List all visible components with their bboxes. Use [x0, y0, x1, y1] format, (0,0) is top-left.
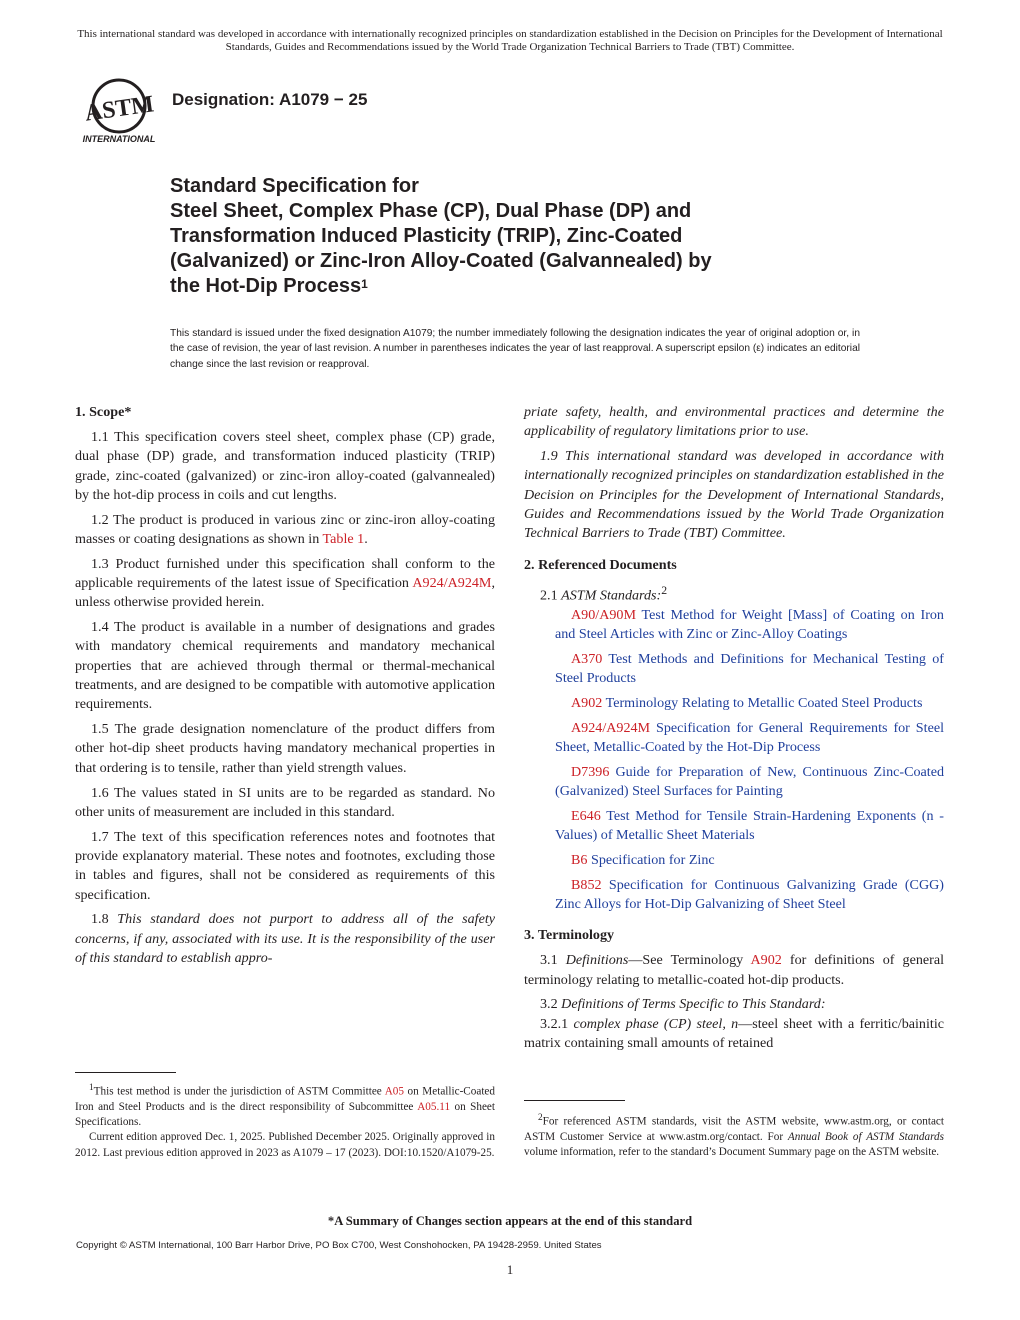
title-line: (Galvanized) or Zinc-Iron Alloy-Coated (Galvannealed) by — [170, 250, 712, 272]
title-line: Steel Sheet, Complex Phase (CP), Dual Phase (DP) and — [170, 200, 692, 222]
section-heading-referenced-documents: 2. Referenced Documents — [524, 556, 677, 573]
title-line: Standard Specification for — [170, 175, 419, 197]
reference-code[interactable]: B852 — [571, 876, 602, 893]
reference-code[interactable]: B6 — [571, 851, 588, 868]
paragraph-1-7: 1.7 The text of this specification references notes and footnotes that provide explanatory material. These notes and footnotes, excluding those in tables and figures, shall not be considered as requirements of this specification. — [75, 828, 495, 903]
reference-title[interactable]: Specification for Continuous Galvanizing Grade (CGG) Zinc Alloys for Hot-Dip Galvanizing of Sheet Steel — [555, 876, 944, 912]
footnote-2: $^2$For referenced ASTM standards, visit the ASTM website, www.astm.org, or contact ASTM Customer Service at www.astm.org/contact. For Annual Book of ASTM Standards volume information, refer to the standard’s Document Summary page on the ASTM website. — [524, 1113, 944, 1159]
footnote-1: $^1$This test method is under the jurisdiction of ASTM Committee A05 on Metallic-Coated Iron and Steel Products and is the direct responsibility of Subcommittee A05.11 on Sheet Specifications. Current edition approved Dec. 1, 2025. Published December 2025. Originally approved in 2012. Last previous edition approved in 2023 as A1079 – 17 (2023). DOI:10.1520/A1079-25. — [75, 1083, 495, 1159]
title-line: Transformation Induced Plasticity (TRIP), Zinc-Coated — [170, 225, 683, 247]
paragraph-1-2: 1.2 The product is produced in various zinc or zinc-iron alloy-coating masses or coating designations as shown in Table 1. — [75, 511, 495, 547]
paragraph-1-5: 1.5 The grade designation nomenclature of the product differs from other hot-dip sheet products having mandatory mechanical properties in that ordering is to tensile, rather than yield strength values. — [75, 721, 495, 776]
footnote-rule — [75, 1072, 176, 1073]
reference-code[interactable]: D7396 — [571, 763, 610, 780]
reference-item[interactable] — [524, 807, 944, 846]
page-number: 1 — [506, 1262, 514, 1277]
reference-item[interactable] — [524, 650, 944, 689]
reference-title[interactable]: Test Method for Weight [Mass] of Coating on Iron and Steel Articles with Zinc or Zinc-Alloy Coatings — [555, 606, 944, 642]
paragraph-1-8: 1.8 This standard does not purport to address all of the safety concerns, if any, associated with its use. It is the responsibility of the user of this standard to establish appro- — [75, 911, 496, 966]
reference-item[interactable] — [524, 606, 944, 645]
reference-title[interactable]: Specification for Zinc — [590, 851, 715, 868]
reference-code[interactable]: A924/A924M — [571, 719, 651, 736]
reference-title[interactable]: Test Methods and Definitions for Mechanical Testing of Steel Products — [555, 650, 944, 686]
reference-item[interactable] — [524, 763, 944, 802]
reference-code[interactable]: E646 — [571, 807, 601, 824]
reference-code[interactable]: A90/A90M — [571, 606, 636, 623]
left-column — [75, 403, 495, 974]
copyright: Copyright © ASTM International, 100 Barr Harbor Drive, PO Box C700, West Conshohocken, PA 19428-2959. United States — [76, 1240, 602, 1251]
reference-item[interactable] — [524, 719, 944, 758]
a902-link[interactable]: A902 — [750, 952, 782, 969]
paragraph-3-2: 3.2 Definitions of Terms Specific to This Standard: — [540, 996, 826, 1013]
paragraph-1-6: 1.6 The values stated in SI units are to be regarded as standard. No other units of measurement are included in this standard. — [75, 784, 495, 820]
table-1-link[interactable]: Table 1 — [322, 530, 365, 547]
section-heading-scope: 1. Scope* — [75, 404, 132, 420]
a924-link[interactable]: A924/A924M — [412, 575, 492, 592]
reference-title[interactable]: Specification for General Requirements for Steel Sheet, Metallic-Coated by the Hot-Dip Process — [555, 719, 944, 755]
paragraph-2-1: 2.1 ASTM Standards:$^2$ — [540, 583, 668, 604]
paragraph-1-9: 1.9 This international standard was developed in accordance with internationally recognized principles on standardization established in the Decision on Principles for the Development of International Standards, Guides and Recommendations issued by the World Trade Organization Technical Barriers to Trade (TBT) Committee. — [524, 448, 944, 542]
section-heading-terminology: 3. Terminology — [524, 927, 615, 944]
summary-of-changes-note: *A Summary of Changes section appears at the end of this standard — [327, 1214, 693, 1228]
paragraph-3-2-1: 3.2.1 complex phase (CP) steel, n—steel sheet with a ferritic/bainitic matrix containing small amounts of retained — [524, 1015, 944, 1051]
reference-item[interactable] — [524, 876, 944, 915]
reference-list — [524, 606, 944, 915]
paragraph-1-1: 1.1 This specification covers steel sheet, complex phase (CP) grade, dual phase (DP) grade, and transformation induced plasticity (TRIP) grade, zinc-coated (galvanized) or zinc-iron alloy-coated (galvannealed) by the hot-dip process in coils and cut lengths. — [75, 429, 495, 503]
designation: Designation: A1079 − 25 — [172, 90, 368, 109]
a05-link[interactable]: A05 — [384, 1085, 404, 1098]
footnote-rule — [524, 1100, 625, 1101]
document-title — [170, 174, 890, 299]
reference-code[interactable]: A902 — [571, 694, 603, 711]
top-banner-notice: This international standard was developed in accordance with internationally recognized principles on standardization established in the Decision on Principles for the Development of International Standards, Guides and Recommendations issued by the World Trade Organization Technical Barriers to Trade (TBT) Committee. — [77, 28, 943, 53]
issue-note: This standard is issued under the fixed designation A1079; the number immediately following the designation indicates the year of original adoption or, in the case of revision, the year of last revision. A number in parentheses indicates the year of last reapproval. A superscript epsilon (ε) indicates an editorial change since the last revision or reapproval. — [170, 328, 860, 370]
footnote-ref[interactable]: 1 — [361, 277, 368, 291]
svg-text:ASTM: ASTM — [83, 91, 156, 127]
paragraph-1-3: 1.3 Product furnished under this specification shall conform to the applicable requirements of the latest issue of Specification A924/A924M, unless otherwise provided herein. — [75, 555, 495, 611]
svg-text:INTERNATIONAL: INTERNATIONAL — [82, 134, 156, 144]
reference-code[interactable]: A370 — [571, 650, 603, 667]
paragraph-3-1: 3.1 Definitions—See Terminology A902 for definitions of general terminology relating to metallic-coated hot-dip products. — [524, 952, 945, 988]
reference-item[interactable] — [524, 694, 944, 713]
right-column — [524, 403, 944, 1059]
a05-11-link[interactable]: A05.11 — [417, 1100, 451, 1113]
reference-title[interactable]: Guide for Preparation of New, Continuous Zinc-Coated (Galvanized) Steel Surfaces for Painting — [555, 763, 944, 799]
title-line: the Hot-Dip Process$^1$ — [170, 275, 368, 297]
reference-title[interactable]: Test Method for Tensile Strain-Hardening Exponents (n -Values) of Metallic Sheet Materials — [555, 807, 944, 844]
reference-title[interactable]: Terminology Relating to Metallic Coated Steel Products — [605, 694, 923, 711]
reference-item[interactable] — [524, 851, 944, 870]
astm-logo — [76, 76, 162, 146]
paragraph-1-4: 1.4 The product is available in a number of designations and grades with mandatory chemical requirements and mandatory mechanical properties that are achieved through thermal or thermal-mechanical treatments, and are designed to be compatible with automotive application requirements. — [75, 619, 495, 713]
paragraph-1-8-continued: priate safety, health, and environmental practices and determine the applicability of regulatory limitations prior to use. — [524, 404, 944, 440]
